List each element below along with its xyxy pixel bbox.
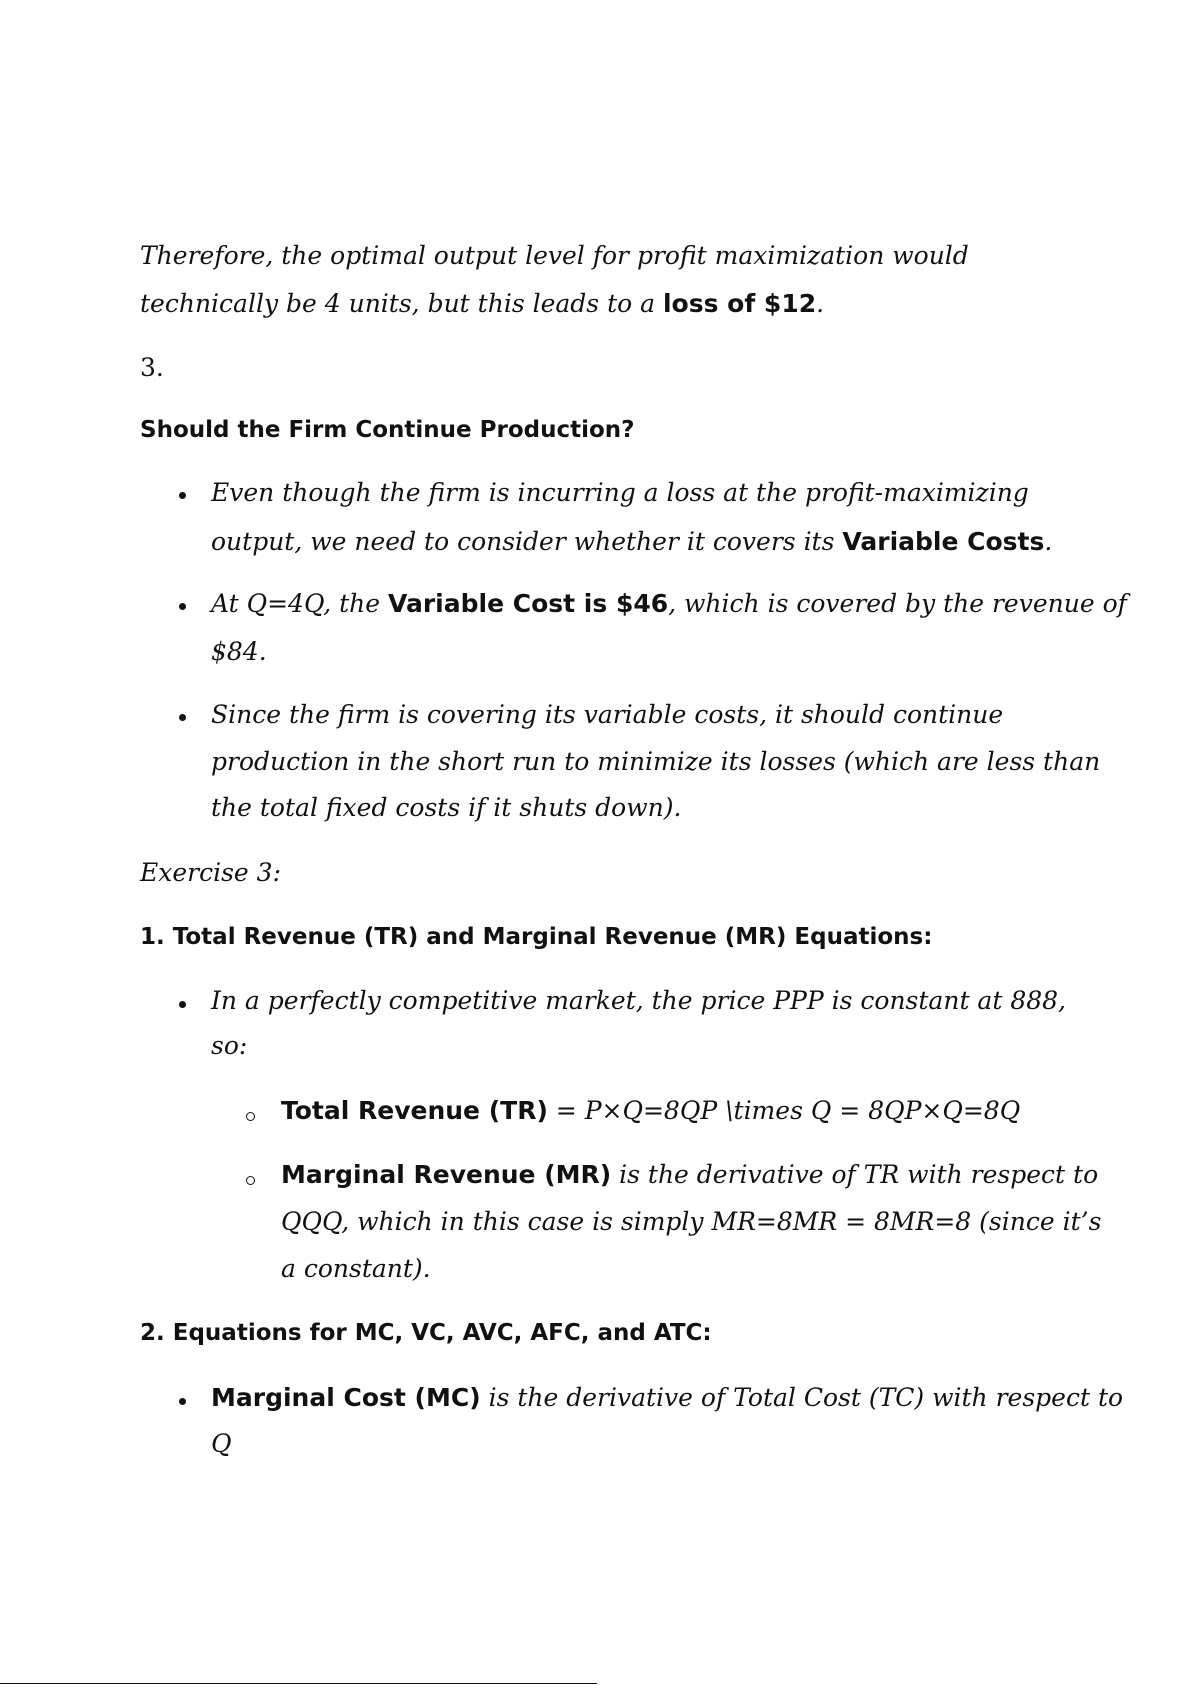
bullet-1-line-1: Even though the firm is incurring a loss at the profit-maximizing bbox=[211, 478, 1029, 507]
heading-continue-production: Should the Firm Continue Production? bbox=[140, 417, 635, 443]
heading-equations: 2. Equations for MC, VC, AVC, AFC, and ATC: bbox=[140, 1320, 712, 1346]
bullet-1-line-2: output, we need to consider whether it covers its Variable Costs. bbox=[211, 527, 1053, 556]
para-line-1: Therefore, the optimal output level for profit maximization would bbox=[140, 241, 969, 270]
sub-bullet-mr-line-3: a constant). bbox=[281, 1254, 431, 1283]
bullet-2-line-2: $84. bbox=[211, 637, 267, 666]
sub-bullet-mr-line-2: QQQ, which in this case is simply MR=8MR = 8MR=8 (since it’s bbox=[281, 1207, 1102, 1236]
bullet-icon bbox=[179, 1398, 186, 1405]
bullet-icon bbox=[179, 492, 186, 499]
para-line-2: technically be 4 units, but this leads to a loss of $12. bbox=[140, 289, 825, 318]
footnote-divider bbox=[0, 1683, 597, 1684]
mc-bullet-line-2: Q bbox=[211, 1429, 232, 1458]
bullet-3-line-2: production in the short run to minimize its losses (which are less than bbox=[211, 747, 1101, 776]
bullet-2-line-1: At Q=4Q, the Variable Cost is $46, which is covered by the revenue of bbox=[211, 589, 1127, 618]
bullet-icon bbox=[179, 714, 186, 721]
bullet-icon bbox=[179, 603, 186, 610]
sub-bullet-tr: Total Revenue (TR) = P×Q=8QP \times Q = 8QP×Q=8Q bbox=[281, 1096, 1021, 1125]
bullet-3-line-3: the total fixed costs if it shuts down). bbox=[211, 793, 682, 822]
bullet-3-line-1: Since the firm is covering its variable costs, it should continue bbox=[211, 700, 1004, 729]
circle-bullet-icon bbox=[246, 1176, 255, 1185]
sub-bullet-mr-line-1: Marginal Revenue (MR) is the derivative of TR with respect to bbox=[281, 1160, 1099, 1189]
mc-bullet-line-1: Marginal Cost (MC) is the derivative of Total Cost (TC) with respect to bbox=[211, 1383, 1124, 1412]
circle-bullet-icon bbox=[246, 1112, 255, 1121]
section-number: 3. bbox=[140, 353, 164, 382]
tr-bullet-line-1: In a perfectly competitive market, the price PPP is constant at 888, bbox=[211, 986, 1066, 1015]
exercise-label: Exercise 3: bbox=[140, 858, 281, 887]
heading-tr-mr: 1. Total Revenue (TR) and Marginal Revenue (MR) Equations: bbox=[140, 924, 933, 950]
bullet-icon bbox=[179, 1001, 186, 1008]
loss-amount: loss of $12 bbox=[662, 289, 817, 318]
tr-bullet-line-2: so: bbox=[211, 1031, 248, 1060]
